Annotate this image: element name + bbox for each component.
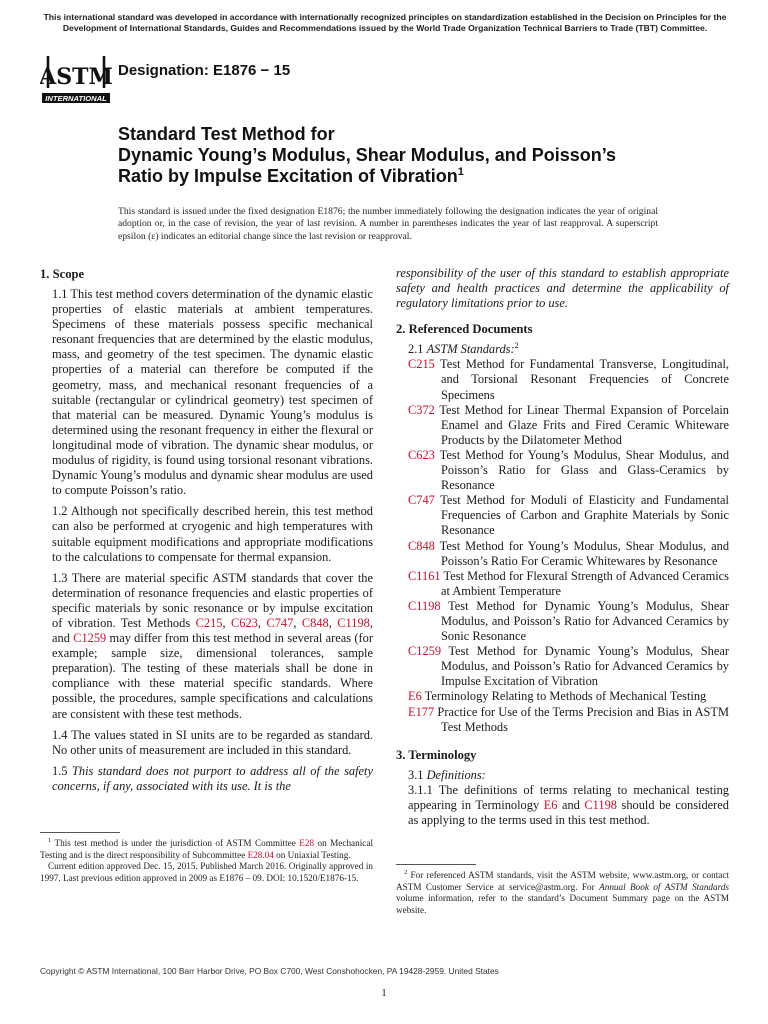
fn1-paragraph-2: Current edition approved Dec. 15, 2015. Published March 2016. Originally approved in 1997. Last previous edition approved in 2009 as E1876 – 09. DOI: 10.1520/E1876-15. <box>40 861 373 883</box>
scope-p4: 1.4 The values stated in SI units are to be regarded as standard. No other units of measurement are included in this standard. <box>52 727 373 757</box>
link-e28[interactable]: E28 <box>299 838 315 848</box>
link-c623[interactable]: C623 <box>231 615 258 630</box>
reference-item <box>408 539 729 569</box>
ref-code-link[interactable]: E177 <box>408 704 435 719</box>
link-c1198[interactable]: C1198 <box>337 615 370 630</box>
footnote-rule-left <box>40 832 120 833</box>
ref-text: Test Method for Flexural Strength of Advanced Ceramics at Ambient Temperature <box>441 568 729 598</box>
scope-p2: 1.2 Although not specifically described herein, this test method can also be performed at cryogenic and high temperatures with suitable equipment modifications and appropriate modifications to the calculations to compensate for thermal expansion. <box>52 504 373 564</box>
scope-p3: 1.3 There are material specific ASTM standards that cover the determination of resonance frequencies and elastic properties of specific materials by sonic resonance or by impulse excitation of vibration. Test Methods C215, C623, C747, C848, C1198, and C1259 may differ from this test method in several areas (for example; sample size, dimensional tolerances, sample preparation). The testing of these materials shall be done in compliance with these material specific standards. Where possible, the procedures, sample specifications and calculations are consistent with these test methods. <box>52 570 373 721</box>
reference-item <box>408 599 729 644</box>
link-c747[interactable]: C747 <box>266 615 294 630</box>
logo-text: ASTM <box>40 64 112 90</box>
wto-notice: This international standard was developed in accordance with internationally recognized principles on standardization established in the Decision on Principles for the Development of International Standards, Guides and Recommendations issued by the World Trade Organization Technical Barriers to Trade (TBT) Committee. <box>43 12 727 33</box>
ref-code-link[interactable]: C215 <box>408 357 435 372</box>
scope-p5-italic: This standard does not purport to address all of the safety concerns, if any, associated with its use. It is the <box>52 763 373 793</box>
scope-p5-continued: responsibility of the user of this standard to establish appropriate safety and health practices and determine the applicability of regulatory limitations prior to use. <box>396 266 729 311</box>
reference-item <box>408 569 729 599</box>
scope-p5-num: 1.5 <box>52 763 73 778</box>
ref-code-link[interactable]: C747 <box>408 493 435 508</box>
ref-code-link[interactable]: C848 <box>408 538 435 553</box>
definitions-num: 3.1 <box>408 767 427 782</box>
fn2-text-a: For referenced ASTM standards, visit the ASTM website, www.astm.org, or contact ASTM Customer Service at service@astm.org. For <box>396 870 729 892</box>
right-column <box>396 266 729 834</box>
reference-item <box>408 357 729 402</box>
footnote-1 <box>40 838 373 884</box>
definitions-label: Definitions: <box>426 767 486 782</box>
ref-text: Test Method for Moduli of Elasticity and Fundamental Frequencies of Carbon and Graphite Materials by Sonic Resonance <box>440 493 730 538</box>
reference-item <box>408 448 729 493</box>
ref-text: Test Method for Dynamic Young’s Modulus, Shear Modulus, and Poisson’s Ratio for Advanced Ceramics by Sonic Resonance <box>441 598 730 644</box>
terminology-p1-a: 3.1.1 The definitions of terms relating to mechanical testing appearing in Terminology <box>408 782 729 812</box>
ref-code-link[interactable]: C1161 <box>408 568 441 583</box>
link-c848[interactable]: C848 <box>301 615 329 630</box>
ref-code-link[interactable]: C372 <box>408 402 435 417</box>
ref-text: Test Method for Young’s Modulus, Shear Modulus, and Poisson’s Ratio For Ceramic Whitewares by Resonance <box>439 538 730 568</box>
footnote-2 <box>396 870 729 916</box>
fn1-text-a: This test method is under the jurisdiction of ASTM Committee <box>51 838 300 848</box>
astm-standards-num: 2.1 <box>408 342 427 357</box>
scope-p3-text-b: may differ from this test method in several areas (for example; sample size, dimensional tolerances, sample preparation). The testing of these materials shall be done in compliance with these material specific standards. Where possible, the procedures, sample specifications and calculations are consistent with these test methods. <box>52 631 373 721</box>
referenced-heading: 2. Referenced Documents <box>396 322 533 337</box>
copyright: Copyright © ASTM International, 100 Barr Harbor Drive, PO Box C700, West Conshohocken, PA 19428-2959. United States <box>40 966 499 976</box>
astm-standards-sub <box>396 342 729 357</box>
scope-p3-text-a: 1.3 There are material specific ASTM standards that cover the determination of resonance frequencies and elastic properties of specific materials by sonic resonance or by impulse excitation of vibration. Test Methods <box>52 570 373 630</box>
footnote-right <box>396 858 729 916</box>
scope-p5 <box>40 764 373 794</box>
fn2-italic: Annual Book of ASTM Standards <box>599 881 729 892</box>
title-line-3-text: Ratio by Impulse Excitation of Vibration <box>118 166 458 186</box>
designation: Designation: E1876 − 15 <box>118 62 291 79</box>
terminology-heading: 3. Terminology <box>396 747 477 762</box>
link-c215[interactable]: C215 <box>195 615 223 630</box>
ref-code-link[interactable]: E6 <box>408 689 422 704</box>
left-column <box>40 266 373 800</box>
fn1-text-c: on Uniaxial Testing. <box>273 849 351 860</box>
ref-code-link[interactable]: C1259 <box>408 644 442 659</box>
ref-code-link[interactable]: C1198 <box>408 598 441 613</box>
footnote-left <box>40 826 373 884</box>
ref-text: Test Method for Dynamic Young’s Modulus, Shear Modulus, and Poisson’s Ratio for Advanced Ceramics by Impulse Excitation of Vibration <box>441 644 729 689</box>
reference-item <box>408 689 729 704</box>
link-e28-04[interactable]: E28.04 <box>247 849 274 860</box>
link-e6[interactable]: E6 <box>543 797 558 812</box>
document-title <box>118 124 738 187</box>
terminology-p1 <box>396 783 729 828</box>
fn1-text-b: on Mechanical Testing and is the direct responsibility of Subcommittee <box>40 838 373 860</box>
link-c1259[interactable]: C1259 <box>73 631 107 646</box>
ref-text: Test Method for Fundamental Transverse, Longitudinal, and Torsional Resonant Frequencies of Concrete Specimens <box>440 357 730 402</box>
footnote-rule-right <box>396 864 476 865</box>
ref-text: Practice for Use of the Terms Precision and Bias in ASTM Test Methods <box>437 704 729 734</box>
title-line-3 <box>118 166 738 187</box>
fn1-mark: 1 <box>48 836 52 844</box>
reference-list <box>408 357 729 734</box>
page-number: 1 <box>381 987 387 999</box>
astm-standards-mark[interactable]: 2 <box>514 341 519 351</box>
logo-subtext: INTERNATIONAL <box>45 94 107 103</box>
ref-text: Test Method for Linear Thermal Expansion of Porcelain Enamel and Glaze Frits and Fired Ceramic Whiteware Products by the Dilatometer Method <box>439 402 729 447</box>
title-line-2: Dynamic Young’s Modulus, Shear Modulus, and Poisson’s <box>118 145 617 165</box>
fn2-text-b: volume information, refer to the standard’s Document Summary page on the ASTM website. <box>396 893 729 915</box>
title-footnote-mark[interactable]: 1 <box>457 166 464 178</box>
definitions-sub <box>396 768 729 783</box>
reference-item <box>408 403 729 448</box>
astm-standards-label: ASTM Standards: <box>426 342 515 357</box>
scope-heading: 1. Scope <box>40 267 85 281</box>
issue-note: This standard is issued under the fixed designation E1876; the number immediately following the designation indicates the year of original adoption or, in the case of revision, the year of last revision. A number in parentheses indicates the year of last reapproval. A superscript epsilon (ε) indicates an editorial change since the last revision or reapproval. <box>118 206 658 242</box>
reference-item <box>408 493 729 538</box>
ref-text: Terminology Relating to Methods of Mechanical Testing <box>424 689 707 704</box>
reference-item <box>408 705 729 735</box>
reference-item <box>408 644 729 689</box>
fn2-mark: 2 <box>404 868 408 876</box>
scope-p1: 1.1 This test method covers determination of the dynamic elastic properties of elastic materials at ambient temperatures. Specimens of these materials possess specific mechanical resonant frequencies that are determined by the elastic modulus, mass, and geometry of the test specimen. The dynamic elastic properties of a material can therefore be computed if the geometry, mass, and mechanical resonant frequencies of a suitable (rectangular or cylindrical geometry) test specimen of that material can be measured. Dynamic Young’s modulus is determined using the resonant frequency in either the flexural or longitudinal mode of vibration. The dynamic shear modulus, or modulus of rigidity, is found using torsional resonant vibrations. Dynamic Young’s modulus and dynamic shear modulus are used to compute Poisson’s ratio. <box>52 287 373 498</box>
astm-logo <box>40 48 112 108</box>
terminology-p1-b: should be considered as applying to the terms used in this test method. <box>408 797 729 827</box>
link-c1198-terminology[interactable]: C1198 <box>584 797 617 812</box>
title-line-1: Standard Test Method for <box>118 124 335 144</box>
terminology-p1-and: and <box>557 797 585 812</box>
ref-code-link[interactable]: C623 <box>408 447 435 462</box>
ref-text: Test Method for Young’s Modulus, Shear Modulus, and Poisson’s Ratio for Glass and Glass-Ceramics by Resonance <box>439 447 730 493</box>
